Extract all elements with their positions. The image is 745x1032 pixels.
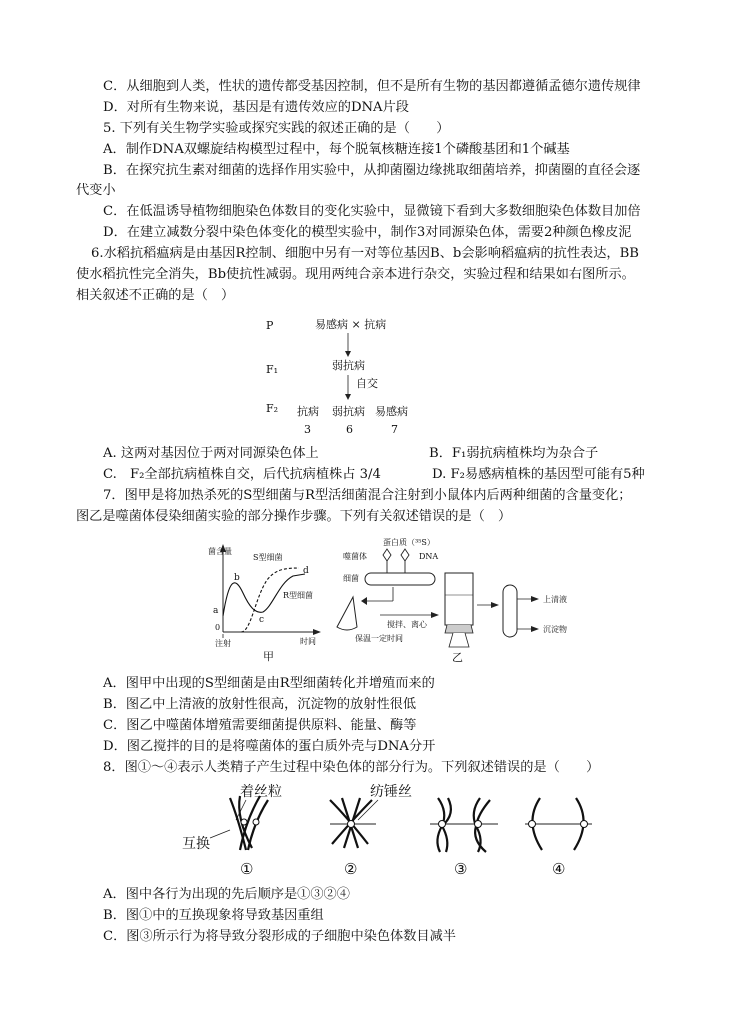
caption-jia: 甲 xyxy=(263,650,274,663)
selfing-label: 自交 xyxy=(356,377,378,390)
f1-label: F₁ xyxy=(266,363,279,376)
dna-label: DNA xyxy=(419,552,439,561)
q5-option-b-cont: 代变小 xyxy=(76,183,116,198)
phage-label: 噬菌体 xyxy=(343,552,367,561)
cross-diagram xyxy=(260,315,440,440)
q6-option-c: C. F₂全部抗病植株自交，后代抗病植株占 3/4 xyxy=(103,467,381,482)
f2-label: F₂ xyxy=(266,402,279,415)
phage-2 xyxy=(401,549,409,573)
q4-option-c: C．从细胞到人类，性状的遗传都受基因控制，但不是所有生物的基因都遵循孟德尔遗传规律 xyxy=(103,79,641,94)
f1-phenotype: 弱抗病 xyxy=(332,359,365,372)
flask xyxy=(337,597,357,630)
bacterium-cell xyxy=(365,573,435,585)
q5-option-a: A．制作DNA双螺旋结构模型过程中，每个脱氧核糖连接1个磷酸基团和1个碱基 xyxy=(103,142,570,157)
y-axis-label: 菌含量 xyxy=(208,547,232,556)
label-4: ④ xyxy=(552,860,566,878)
inject-label: 注射 xyxy=(215,639,231,648)
q8-stem: 8．图①～④表示人类精子产生过程中染色体的部分行为。下列叙述错误的是（ ） xyxy=(103,760,600,775)
x-axis-label: 时间 xyxy=(300,637,316,646)
point-c: c xyxy=(259,615,265,625)
sediment-label: 沉淀物 xyxy=(543,625,567,634)
q5-option-c: C．在低温诱导植物细胞染色体数目的变化实验中，显微镜下看到大多数细胞染色体数目加倍 xyxy=(103,204,641,219)
q7-stem-2: 图乙是噬菌体侵染细菌实验的部分操作步骤。下列有关叙述错误的是（ ） xyxy=(76,509,512,524)
label-1: ① xyxy=(240,860,254,878)
chromosome-stage-1 xyxy=(230,796,268,850)
origin-label: 0 xyxy=(215,623,221,632)
q7-option-a: A．图甲中出现的S型细菌是由R型细菌转化并增殖而来的 xyxy=(103,676,435,691)
s-curve-label: S型细菌 xyxy=(253,553,283,562)
f2-susceptible: 易感病 xyxy=(375,405,408,418)
incubate-label: 保温一定时间 xyxy=(355,634,403,643)
q5-stem: 5. 下列有关生物学实验或探究实践的叙述正确的是（ ） xyxy=(103,121,450,136)
q5-option-b: B．在探究抗生素对细菌的选择作用实验中，从抑菌圈边缘挑取细菌培养，抑菌圈的直径会逐 xyxy=(103,163,641,178)
phage-1 xyxy=(383,549,391,573)
supernatant-label: 上清液 xyxy=(543,595,567,604)
q6-stem-2: 使水稻抗性完全消失，Bb使抗性减弱。现用两纯合亲本进行杂交，实验过程和结果如右图所示。 xyxy=(76,267,635,282)
r-curve-label: R型细菌 xyxy=(283,591,314,600)
q8-option-a: A．图中各行为出现的先后顺序是①③②④ xyxy=(103,887,350,902)
label-2: ② xyxy=(344,860,358,878)
point-a: a xyxy=(213,606,219,616)
test-tube xyxy=(503,585,517,637)
bacteria-label: 细菌 xyxy=(343,574,359,583)
caption-yi: 乙 xyxy=(452,651,463,664)
q8-option-b: B．图①中的互换现象将导致基因重组 xyxy=(103,908,324,923)
q4-option-d: D．对所有生物来说，基因是有遗传效应的DNA片段 xyxy=(103,100,409,115)
p-label: P xyxy=(266,319,274,332)
protein-label: 蛋白质（³⁵S） xyxy=(383,538,435,547)
q7-option-b: B．图乙中上清液的放射性很高，沉淀物的放射性很低 xyxy=(103,697,417,712)
figure-yi xyxy=(335,535,595,663)
q7-stem-1: 7．图甲是将加热杀死的S型细菌与R型活细菌混合注射到小鼠体内后两种细菌的含量变化； xyxy=(103,488,632,503)
q7-option-c: C．图乙中噬菌体增殖需要细菌提供原料、能量、酶等 xyxy=(103,718,417,733)
f2-weak: 弱抗病 xyxy=(332,405,365,418)
label-3: ③ xyxy=(454,860,468,878)
q6-stem-1: 6.水稻抗稻瘟病是由基因R控制、细胞中另有一对等位基因B、b会影响稻瘟病的抗性表达，BB xyxy=(91,246,639,261)
centromere-label: 着丝粒 xyxy=(240,784,282,800)
crossover-label: 互换 xyxy=(182,836,210,852)
p-cross: 易感病 × 抗病 xyxy=(315,318,387,331)
q7-option-d: D．图乙搅拌的目的是将噬菌体的蛋白质外壳与DNA分开 xyxy=(103,739,436,754)
ratio-weak: 6 xyxy=(346,423,353,436)
ratio-resistant: 3 xyxy=(304,423,311,436)
q6-option-b: B．F₁弱抗病植株均为杂合子 xyxy=(429,446,599,461)
f2-resistant: 抗病 xyxy=(297,405,319,418)
q6-stem-3: 相关叙述不正确的是（ ） xyxy=(76,288,235,303)
q6-option-a: A. 这两对基因位于两对同源染色体上 xyxy=(103,446,319,461)
spindle-label: 纺锤丝 xyxy=(370,784,412,800)
q8-option-c: C．图③所示行为将导致分裂形成的子细胞中染色体数目减半 xyxy=(103,929,456,944)
figure-8-chromosomes xyxy=(180,778,600,878)
stir-label: 搅拌、离心 xyxy=(387,620,427,629)
figure-jia xyxy=(205,538,330,663)
q5-option-d: D．在建立减数分裂中染色体变化的模型实验中，制作3对同源染色体，需要2种颜色橡皮泥 xyxy=(103,225,632,240)
point-b: b xyxy=(234,573,240,583)
ratio-susceptible: 7 xyxy=(391,423,398,436)
q6-option-d: D. F₂易感病植株的基因型可能有5种 xyxy=(432,467,645,482)
point-d: d xyxy=(303,566,309,576)
centrifuge-tube xyxy=(445,573,473,625)
